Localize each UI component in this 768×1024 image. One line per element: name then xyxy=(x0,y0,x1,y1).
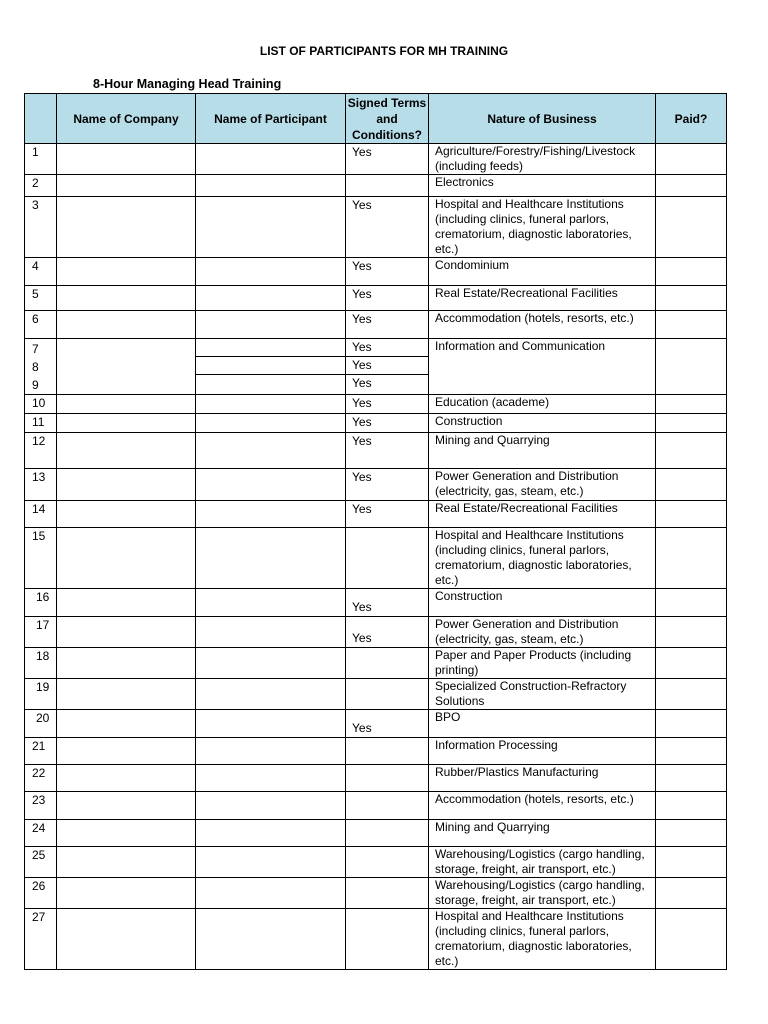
nature-cell: Power Generation and Distribution (electricity, gas, steam, etc.) xyxy=(429,617,656,648)
company-cell[interactable] xyxy=(57,501,196,528)
row-number: 22 xyxy=(25,765,57,792)
row-number: 4 xyxy=(25,258,57,286)
paid-cell[interactable] xyxy=(656,847,727,878)
table-row xyxy=(25,395,727,414)
row-number: 11 xyxy=(25,414,57,433)
table-row xyxy=(25,501,727,528)
paid-cell[interactable] xyxy=(656,258,727,286)
table-row xyxy=(25,679,727,710)
row-number: 15 xyxy=(25,528,57,589)
signed-cell: Yes xyxy=(346,395,429,414)
signed-cell xyxy=(346,738,429,765)
signed-cell xyxy=(346,679,429,710)
company-cell[interactable] xyxy=(57,679,196,710)
paid-cell[interactable] xyxy=(656,395,727,414)
paid-cell[interactable] xyxy=(656,433,727,469)
table-row xyxy=(25,433,727,469)
row-number: 24 xyxy=(25,820,57,847)
company-cell[interactable] xyxy=(57,395,196,414)
participant-cell[interactable] xyxy=(196,375,345,392)
signed-cell: Yes xyxy=(346,357,428,375)
table-row xyxy=(25,847,727,878)
table-row xyxy=(25,820,727,847)
signed-cell xyxy=(346,847,429,878)
participant-cell[interactable] xyxy=(196,339,345,357)
row-number: 3 xyxy=(25,197,57,258)
row-number: 27 xyxy=(25,909,57,970)
header-company: Name of Company xyxy=(57,94,196,144)
paid-cell[interactable] xyxy=(656,617,727,648)
company-cell[interactable] xyxy=(57,648,196,679)
company-cell[interactable] xyxy=(57,589,196,617)
company-cell[interactable] xyxy=(57,175,196,197)
participant-cell[interactable] xyxy=(196,738,346,765)
row-number: 17 xyxy=(25,617,57,648)
row-number: 5 xyxy=(25,286,57,311)
table-row xyxy=(25,792,727,820)
participants-table xyxy=(24,93,727,970)
signed-cell xyxy=(346,909,429,970)
row-number: 13 xyxy=(25,469,57,501)
paid-cell[interactable] xyxy=(656,710,727,738)
nature-cell: BPO xyxy=(429,710,656,738)
table-row xyxy=(25,648,727,679)
participant-cell[interactable] xyxy=(196,648,346,679)
company-cell[interactable] xyxy=(57,878,196,909)
participant-cell[interactable] xyxy=(196,878,346,909)
participant-cell[interactable] xyxy=(196,589,346,617)
table-row xyxy=(25,878,727,909)
table-row xyxy=(25,617,727,648)
nature-cell: Real Estate/Recreational Facilities xyxy=(429,501,656,528)
paid-cell[interactable] xyxy=(656,414,727,433)
participant-cell-group xyxy=(196,339,346,395)
row-number: 14 xyxy=(25,501,57,528)
nature-cell: Warehousing/Logistics (cargo handling, storage, freight, air transport, etc.) xyxy=(429,847,656,878)
header-paid: Paid? xyxy=(656,94,727,144)
table-row xyxy=(25,258,727,286)
row-number-group xyxy=(25,339,57,395)
header-number xyxy=(25,94,57,144)
signed-cell: Yes xyxy=(346,469,429,501)
table-row xyxy=(25,710,727,738)
nature-cell: Agriculture/Forestry/Fishing/Livestock (including feeds) xyxy=(429,144,656,175)
signed-cell xyxy=(346,792,429,820)
page-title: LIST OF PARTICIPANTS FOR MH TRAINING xyxy=(259,44,509,58)
participant-cell[interactable] xyxy=(196,501,346,528)
nature-cell: Accommodation (hotels, resorts, etc.) xyxy=(429,311,656,339)
paid-cell[interactable] xyxy=(656,339,727,395)
company-cell[interactable] xyxy=(57,710,196,738)
row-number: 2 xyxy=(25,175,57,197)
table-row xyxy=(25,909,727,970)
signed-cell xyxy=(346,820,429,847)
row-number: 21 xyxy=(25,738,57,765)
table-row xyxy=(25,144,727,175)
company-cell[interactable] xyxy=(57,414,196,433)
row-number: 19 xyxy=(25,679,57,710)
signed-cell: Yes xyxy=(352,376,372,390)
row-number: 16 xyxy=(25,589,57,617)
participant-cell[interactable] xyxy=(196,710,346,738)
signed-cell: Yes xyxy=(346,617,429,648)
nature-cell: Warehousing/Logistics (cargo handling, storage, freight, air transport, etc.) xyxy=(429,878,656,909)
signed-cell: Yes xyxy=(346,311,429,339)
signed-cell: Yes xyxy=(346,258,429,286)
signed-cell-group xyxy=(346,339,429,395)
company-cell[interactable] xyxy=(57,433,196,469)
company-cell[interactable] xyxy=(57,765,196,792)
signed-cell: Yes xyxy=(346,433,429,469)
participant-cell[interactable] xyxy=(196,311,346,339)
paid-cell[interactable] xyxy=(656,501,727,528)
signed-cell: Yes xyxy=(346,144,429,175)
nature-cell: Accommodation (hotels, resorts, etc.) xyxy=(429,792,656,820)
signed-cell xyxy=(346,878,429,909)
header-nature: Nature of Business xyxy=(429,94,656,144)
training-subtitle: 8-Hour Managing Head Training xyxy=(93,77,282,91)
participant-cell[interactable] xyxy=(196,847,346,878)
row-number: 1 xyxy=(25,144,57,175)
nature-cell: Electronics xyxy=(429,175,656,197)
nature-cell: Real Estate/Recreational Facilities xyxy=(429,286,656,311)
row-number: 8 xyxy=(32,360,39,374)
paid-cell[interactable] xyxy=(656,311,727,339)
participant-cell[interactable] xyxy=(196,414,346,433)
table-header-row xyxy=(25,94,727,144)
company-cell[interactable] xyxy=(57,847,196,878)
company-cell[interactable] xyxy=(57,339,196,395)
company-cell[interactable] xyxy=(57,311,196,339)
company-cell[interactable] xyxy=(57,820,196,847)
participant-cell[interactable] xyxy=(196,765,346,792)
row-number: 20 xyxy=(25,710,57,738)
paid-cell[interactable] xyxy=(656,528,727,589)
row-number: 12 xyxy=(25,433,57,469)
signed-cell: Yes xyxy=(346,339,428,357)
paid-cell[interactable] xyxy=(656,909,727,970)
participant-cell[interactable] xyxy=(196,357,345,375)
row-number: 18 xyxy=(25,648,57,679)
paid-cell[interactable] xyxy=(656,792,727,820)
nature-cell: Power Generation and Distribution (electricity, gas, steam, etc.) xyxy=(429,469,656,501)
paid-cell[interactable] xyxy=(656,589,727,617)
table-row xyxy=(25,175,727,197)
company-cell[interactable] xyxy=(57,144,196,175)
nature-cell: Information and Communication xyxy=(429,339,656,395)
table-row-group xyxy=(25,339,727,395)
company-cell[interactable] xyxy=(57,792,196,820)
participant-cell[interactable] xyxy=(196,617,346,648)
participant-cell[interactable] xyxy=(196,144,346,175)
company-cell[interactable] xyxy=(57,469,196,501)
row-number: 23 xyxy=(25,792,57,820)
participant-cell[interactable] xyxy=(196,679,346,710)
row-number: 25 xyxy=(25,847,57,878)
paid-cell[interactable] xyxy=(656,286,727,311)
nature-cell: Construction xyxy=(429,414,656,433)
paid-cell[interactable] xyxy=(656,175,727,197)
paid-cell[interactable] xyxy=(656,738,727,765)
row-number: 26 xyxy=(25,878,57,909)
company-cell[interactable] xyxy=(57,617,196,648)
nature-cell: Hospital and Healthcare Institutions (including clinics, funeral parlors, crematorium, diagnostic laboratories, etc.) xyxy=(429,909,656,970)
participant-cell[interactable] xyxy=(196,175,346,197)
header-participant: Name of Participant xyxy=(196,94,346,144)
signed-cell: Yes xyxy=(346,286,429,311)
table-row xyxy=(25,286,727,311)
signed-cell xyxy=(346,648,429,679)
company-cell[interactable] xyxy=(57,738,196,765)
company-cell[interactable] xyxy=(57,528,196,589)
table-row xyxy=(25,528,727,589)
row-number: 10 xyxy=(25,395,57,414)
row-number: 9 xyxy=(32,378,39,392)
table-row xyxy=(25,738,727,765)
signed-cell: Yes xyxy=(346,501,429,528)
table-row xyxy=(25,589,727,617)
nature-cell: Information Processing xyxy=(429,738,656,765)
participant-cell[interactable] xyxy=(196,792,346,820)
nature-cell: Mining and Quarrying xyxy=(429,433,656,469)
nature-cell: Education (academe) xyxy=(429,395,656,414)
participant-cell[interactable] xyxy=(196,820,346,847)
signed-cell: Yes xyxy=(346,589,429,617)
table-row xyxy=(25,197,727,258)
nature-cell: Construction xyxy=(429,589,656,617)
paid-cell[interactable] xyxy=(656,197,727,258)
paid-cell[interactable] xyxy=(656,648,727,679)
nature-cell: Specialized Construction-Refractory Solutions xyxy=(429,679,656,710)
header-signed: Signed Terms and Conditions? xyxy=(346,94,429,144)
participant-cell[interactable] xyxy=(196,909,346,970)
company-cell[interactable] xyxy=(57,197,196,258)
nature-cell: Hospital and Healthcare Institutions (including clinics, funeral parlors, crematorium, diagnostic laboratories, etc.) xyxy=(429,197,656,258)
nature-cell: Rubber/Plastics Manufacturing xyxy=(429,765,656,792)
participant-cell[interactable] xyxy=(196,528,346,589)
row-number: 6 xyxy=(25,311,57,339)
nature-cell: Hospital and Healthcare Institutions (including clinics, funeral parlors, crematorium, diagnostic laboratories, etc.) xyxy=(429,528,656,589)
paid-cell[interactable] xyxy=(656,679,727,710)
company-cell[interactable] xyxy=(57,258,196,286)
row-number: 7 xyxy=(32,342,39,356)
table-row xyxy=(25,414,727,433)
nature-cell: Paper and Paper Products (including printing) xyxy=(429,648,656,679)
table-row xyxy=(25,311,727,339)
signed-cell xyxy=(346,765,429,792)
paid-cell[interactable] xyxy=(656,878,727,909)
participant-cell[interactable] xyxy=(196,395,346,414)
signed-cell: Yes xyxy=(346,710,429,738)
signed-cell: Yes xyxy=(346,197,429,258)
table-row xyxy=(25,765,727,792)
signed-cell xyxy=(346,175,429,197)
participant-cell[interactable] xyxy=(196,197,346,258)
participant-cell[interactable] xyxy=(196,258,346,286)
paid-cell[interactable] xyxy=(656,765,727,792)
paid-cell[interactable] xyxy=(656,469,727,501)
company-cell[interactable] xyxy=(57,286,196,311)
nature-cell: Mining and Quarrying xyxy=(429,820,656,847)
company-cell[interactable] xyxy=(57,909,196,970)
participant-cell[interactable] xyxy=(196,286,346,311)
participant-cell[interactable] xyxy=(196,433,346,469)
signed-cell xyxy=(346,528,429,589)
participant-cell[interactable] xyxy=(196,469,346,501)
signed-cell: Yes xyxy=(346,414,429,433)
paid-cell[interactable] xyxy=(656,820,727,847)
table-row xyxy=(25,469,727,501)
nature-cell: Condominium xyxy=(429,258,656,286)
paid-cell[interactable] xyxy=(656,144,727,175)
